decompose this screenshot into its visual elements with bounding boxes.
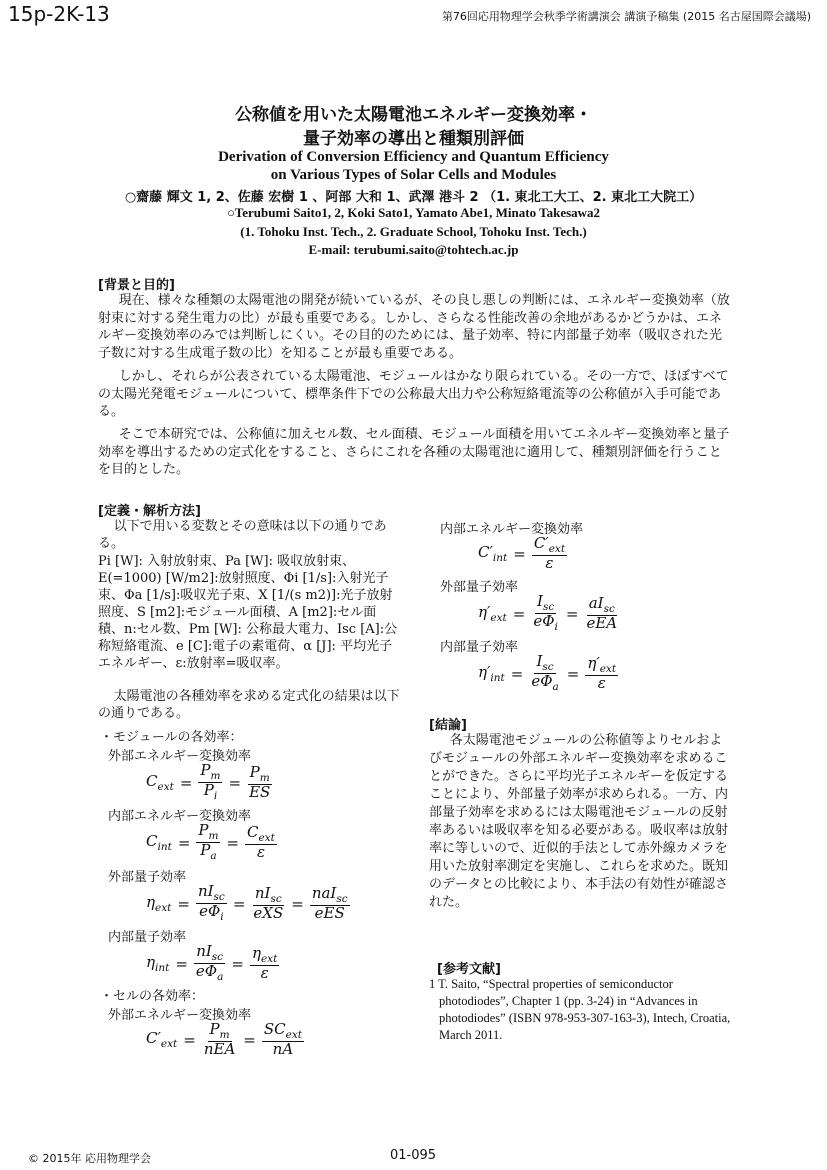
eq-module-ext-quantum: $\eta_{ext}$ = $\frac{nI_{sc}}{e\Phi_i}$ = $\frac{nI_{sc}}{\text{eXS}}$ = $\frac{naI_{sc}}{\text{eES}}$ xyxy=(146,882,348,924)
conference-header: 第76回応用物理学会秋季学術講演会 講演予稿集 (2015 名古屋国際会議場) xyxy=(441,10,811,23)
references-heading: [参考文献] xyxy=(437,962,501,977)
email: E-mail: terubumi.saito@tohtech.ac.jp xyxy=(308,242,519,257)
eq-cell-ext-quantum: $\eta'_{ext}$ = $\frac{I_{sc}}{e\Phi_i}$ = $\frac{aI_{sc}}{\text{eEA}}$ xyxy=(478,592,618,634)
cell-heading: ・セルの各効率： xyxy=(100,989,205,1004)
title-jp-line2: 量子効率の導出と種類別評価 xyxy=(303,129,524,149)
authors-en: ○Terubumi Saito1, 2, Koki Sato1, Yamato Abe1, Minato Takesawa2 xyxy=(226,205,601,220)
title-jp-line1: 公称値を用いた太陽電池エネルギー変換効率・ xyxy=(235,105,592,125)
eq-module-int-energy: $C_{int}$ = $\frac{P_m}{P_a}$ = $\frac{C_{ext}}{\varepsilon}$ xyxy=(146,821,275,863)
background-p3: そこで本研究では、公称値に加えセル数、セル面積、モジュール面積を用いてエネルギー変換効率と量子効率を導出するための定式化をすること、さらにこれを各種の太陽電池に適用して、種類別評価を行うことを目的とした。 xyxy=(98,427,730,478)
eq-module-int-quantum: $\eta_{int}$ = $\frac{nI_{sc}}{e\Phi_a}$ = $\frac{\eta_{ext}}{\varepsilon}$ xyxy=(146,942,278,984)
conclusion-heading: [結論] xyxy=(429,718,467,733)
module-ext-quantum-label: 外部量子効率 xyxy=(108,870,187,885)
cell-int-quantum-label: 内部量子効率 xyxy=(440,640,519,655)
cell-ext-energy-label: 外部エネルギー変換効率 xyxy=(108,1008,252,1023)
title-en-line2: on Various Types of Solar Cells and Modules xyxy=(270,167,557,183)
title-en-line1: Derivation of Conversion Efficiency and Quantum Efficiency xyxy=(218,149,609,165)
eq-module-ext-energy: $C_{ext}$ = $\frac{P_m}{P_i}$ = $\frac{P_m}{ES}$ xyxy=(146,761,271,803)
module-ext-energy-label: 外部エネルギー変換効率 xyxy=(108,749,252,764)
background-heading: [背景と目的] xyxy=(98,278,175,293)
copyright: © 2015年 応用物理学会 xyxy=(28,1152,151,1165)
reference-1: 1 T. Saito, “Spectral properties of semiconductor photodiodes”, Chapter 1 (pp. 3-24) in “Advances in photodiodes” (ISBN 978-953-307-163-3), Intech, Croatia, March 2011. xyxy=(429,977,731,1042)
page-number: 01-095 xyxy=(390,1148,437,1163)
variable-definitions: Pi [W]: 入射放射束、Pa [W]: 吸収放射束、E(=1000) [W/m2]:放射照度、Φi [1/s]:入射光子束、Φa [1/s]:吸収光子束、X [1/(s m2)]:光子放射照度、S [m2]:モジュール面積、A [m2]:セル面積、n:セル数、Pm [W]: 公称最大電力、Isc [A]:公称短絡電流、e [C]:電子の素電荷、α [J]: 平均光子エネルギー、ε:放射率=吸収率。 xyxy=(98,554,398,671)
cell-ext-quantum-label: 外部量子効率 xyxy=(440,580,519,595)
module-heading: ・モジュールの各効率： xyxy=(100,730,243,745)
result-intro: 太陽電池の各種効率を求める定式化の結果は以下の通りである。 xyxy=(98,689,400,721)
module-int-energy-label: 内部エネルギー変換効率 xyxy=(108,809,252,824)
authors-jp: ○齋藤 輝文 1, 2、佐藤 宏樹 1 、阿部 大和 1、武澤 港斗 2 （1. 東北工大工、2. 東北工大院工） xyxy=(124,190,703,205)
background-p2: しかし、それらが公表されている太陽電池、モジュールはかなり限られている。その一方で、ほぼすべての太陽光発電モジュールについて、標準条件下での公称最大出力や公称短絡電流等の公称値が入手可能である。 xyxy=(98,369,729,420)
background-p1: 現在、様々な種類の太陽電池の開発が続いているが、その良し悪しの判断には、エネルギー変換効率（放射束に対する発生電力の比）が最も重要である。しかし、さらなる性能改善の余地があるかどうかは、エネルギー変換効率のみでは判断しにくい。その目的のためには、量子効率、特に内部量子効率（吸収された光子数に対する生成電子数の比）を知ることが最も重要である。 xyxy=(98,293,730,361)
method-heading: [定義・解析方法] xyxy=(98,504,201,519)
eq-cell-int-quantum: $\eta'_{int}$ = $\frac{I_{sc}}{e\Phi_a}$ = $\frac{\eta'_{ext}}{\varepsilon}$ xyxy=(478,652,617,694)
cell-int-energy-label: 内部エネルギー変換効率 xyxy=(440,522,584,537)
affiliations: (1. Tohoku Inst. Tech., 2. Graduate School, Tohoku Inst. Tech.) xyxy=(240,224,587,239)
conclusion-text: 各太陽電池モジュールの公称値等よりセルおよびモジュールの外部エネルギー変換効率を求めることができた。さらに平均光子エネルギーを仮定することにより、外部量子効率が求められる。一方、内部量子効率を求めるには太陽電池モジュールの反射率あるいは吸収率を知る必要がある。吸収率は放射率に等しいので、近似的手法として赤外線カメラを用いた放射率測定を実施し、これらを求めた。既知のデータとの比較により、本手法の有効性が確認された。 xyxy=(429,733,729,910)
module-int-quantum-label: 内部量子効率 xyxy=(108,930,187,945)
paper-id: 15p-2K-13 xyxy=(8,2,110,26)
eq-cell-int-energy: $C'_{int}$ = $\frac{C'_{ext}}{\varepsilon}$ xyxy=(478,534,566,573)
eq-cell-ext-energy: $C'_{ext}$ = $\frac{P_m}{\text{nEA}}$ = $\frac{SC_{ext}}{nA}$ xyxy=(146,1020,302,1059)
method-intro: 以下で用いる変数とその意味は以下の通りである。 xyxy=(98,519,387,551)
